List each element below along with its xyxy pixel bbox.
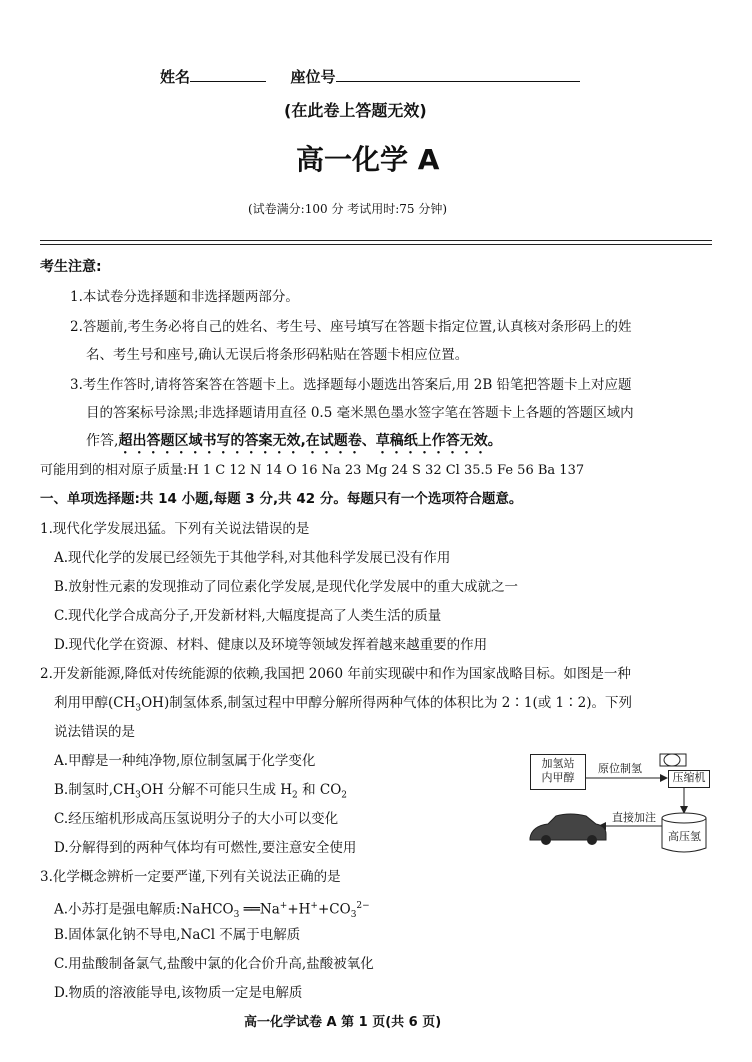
notice-item-3c-prefix: 作答, — [86, 433, 119, 449]
q2-stem-2-sub: 3 — [135, 703, 142, 714]
notice-item-3b: 目的答案标号涂黑;非选择题请用直径 0.5 毫米黑色墨水签字笔在答题卡上各题的答题区域内 — [86, 405, 634, 421]
q2-stem-2-pre: 利用甲醇(CH — [54, 695, 136, 711]
q3-option-a-plus: +H — [287, 901, 311, 918]
q1-option-a: A.现代化学的发展已经领先于其他学科,对其他科学发展已没有作用 — [54, 550, 451, 566]
atomic-masses: 可能用到的相对原子质量:H 1 C 12 N 14 O 16 Na 23 Mg 24 S 32 Cl 35.5 Fe 56 Ba 137 — [40, 463, 585, 478]
page-footer: 高一化学试卷 A 第 1 页(共 6 页) — [244, 1015, 442, 1030]
q3-option-a-co: +CO — [317, 901, 351, 918]
compressor-box: 压缩机 — [668, 770, 710, 788]
q3-option-d: D.物质的溶液能导电,该物质一定是电解质 — [54, 985, 303, 1001]
q1-option-b: B.放射性元素的发现推动了同位素化学发展,是现代化学发展中的重大成就之一 — [54, 579, 519, 595]
notice-heading: 考生注意: — [40, 259, 102, 275]
q3-option-a-sup3: 2− — [356, 901, 370, 911]
q1-option-d: D.现代化学在资源、材料、健康以及环境等领域发挥着越来越重要的作用 — [54, 637, 488, 653]
q2-option-b-sub1: 3 — [135, 790, 141, 801]
q2-option-b-sub3: 2 — [341, 790, 347, 801]
q2-option-b-mid: OH 分解不可能只生成 H — [140, 782, 293, 798]
q3-stem: 3.化学概念辨析一定要严谨,下列有关说法正确的是 — [40, 869, 341, 885]
q3-option-a — [54, 897, 370, 924]
q3-option-c: C.用盐酸制备氯气,盐酸中氯的化合价升高,盐酸被氧化 — [54, 956, 374, 972]
q3-option-a-pre: A.小苏打是强电解质:NaHCO — [54, 901, 234, 918]
q2-option-b-pre: B.制氢时,CH — [54, 782, 136, 798]
q2-stem-3: 说法错误的是 — [54, 724, 135, 740]
seat-label: 座位号 — [290, 68, 336, 86]
page-title: 高一化学 A — [296, 143, 440, 176]
tank-label: 高压氢 — [668, 830, 701, 843]
station-line-2: 内甲醇 — [541, 771, 575, 784]
notice-warning: 超出答题区域书写的答案无效,在试题卷、草稿纸上作答无效。 — [118, 433, 502, 449]
q3-option-a-sup1: + — [279, 901, 288, 911]
q3-option-a-sup2: + — [310, 901, 318, 911]
q1-stem: 1.现代化学发展迅猛。下列有关说法错误的是 — [40, 521, 310, 537]
q2-option-b-and: 和 CO — [297, 782, 342, 798]
section-heading: 一、单项选择题:共 14 小题,每题 3 分,共 42 分。每题只有一个选项符合题意。 — [40, 491, 523, 507]
arrow-label-direct: 直接加注 — [612, 811, 656, 824]
exam-meta: (试卷满分:100 分 考试用时:75 分钟) — [248, 202, 448, 216]
name-label: 姓名 — [160, 68, 191, 86]
station-line-1: 加氢站 — [541, 757, 575, 770]
q2-option-c: C.经压缩机形成高压氢说明分子的大小可以变化 — [54, 811, 339, 827]
notice-item-3a: 3.考生作答时,请将答案答在答题卡上。选择题每小题选出答案后,用 2B 铅笔把答题卡上对应题 — [70, 377, 632, 393]
q2-option-b-sub2: 2 — [292, 790, 298, 801]
q3-option-a-sub2: 3 — [350, 910, 357, 921]
q3-option-b: B.固体氯化钠不导电,NaCl 不属于电解质 — [54, 927, 301, 943]
notice-item-2a: 2.答题前,考生务必将自己的姓名、考生号、座号填写在答题卡指定位置,认真核对条形码上的姓 — [70, 319, 632, 335]
q1-option-c: C.现代化学合成高分子,开发新材料,大幅度提高了人类生活的质量 — [54, 608, 442, 624]
q2-option-a: A.甲醇是一种纯净物,原位制氢属于化学变化 — [54, 753, 316, 769]
q2-stem-2-post: OH)制氢体系,制氢过程中甲醇分解所得两种气体的体积比为 2∶1(或 1∶2)。下列 — [141, 695, 632, 711]
notice-item-1: 1.本试卷分选择题和非选择题两部分。 — [70, 289, 299, 305]
q3-option-a-eq: ══Na — [239, 901, 280, 918]
q2-stem-1: 2.开发新能源,降低对传统能源的依赖,我国把 2060 年前实现碳中和作为国家战略目标。如图是一种 — [40, 666, 631, 682]
invalid-note: (在此卷上答题无效) — [284, 101, 427, 120]
arrow-label-onsite: 原位制氢 — [598, 762, 642, 775]
notice-item-2b: 名、考生号和座号,确认无误后将条形码粘贴在答题卡相应位置。 — [86, 347, 469, 363]
q2-option-d: D.分解得到的两种气体均有可燃性,要注意安全使用 — [54, 840, 357, 856]
q3-option-a-sub: 3 — [233, 910, 240, 921]
